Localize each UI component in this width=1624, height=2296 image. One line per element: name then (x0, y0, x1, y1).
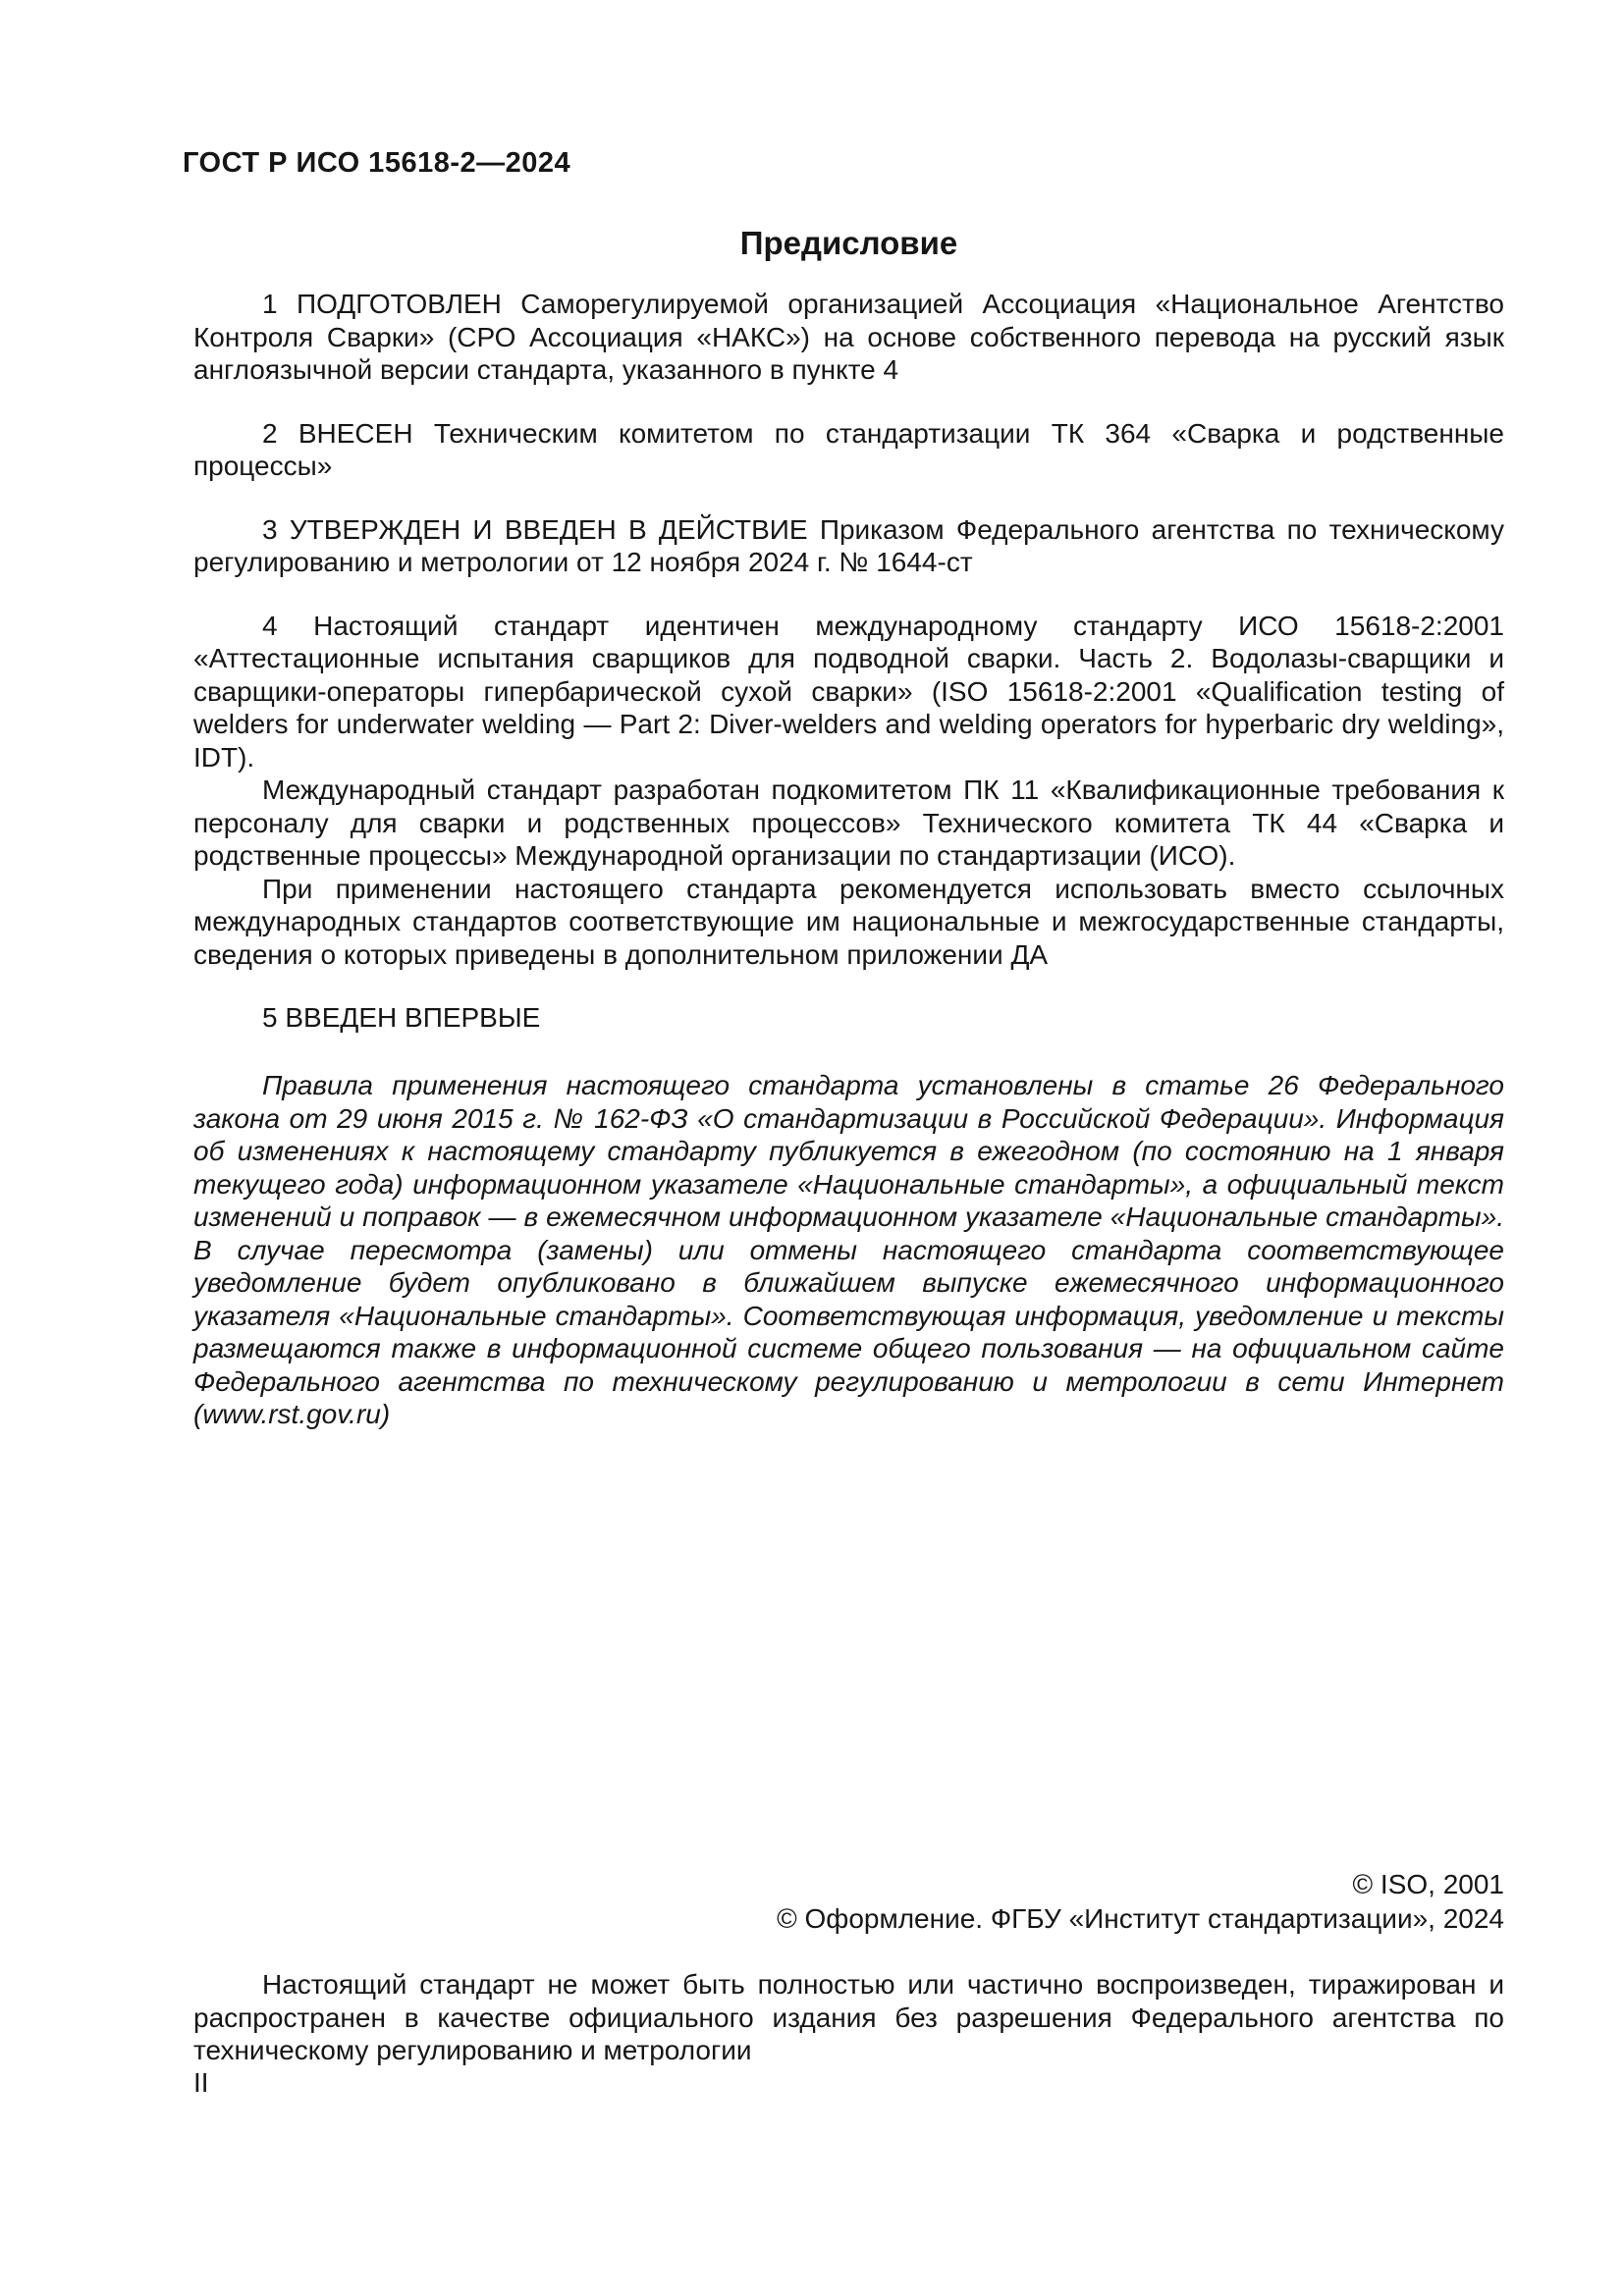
legal-notice-block (193, 1069, 1504, 1431)
foreword-clause-4-subparagraph-1: Международный стандарт разработан подкомитетом ПК 11 «Квалификационные требования к персоналу для сварки и родственных процессов» Технического комитета ТК 44 «Сварка и родственные процессы» Международной организации по стандартизации (ИСО). (193, 774, 1504, 871)
reproduction-notice-text: Настоящий стандарт не может быть полностью или частично воспроизведен, тиражирован и распространен в качестве официального издания без разрешения Федерального агентства по техническому регулированию и метрологии (193, 1969, 1504, 2065)
foreword-clause-3: 3 УТВЕРЖДЕН И ВВЕДЕН В ДЕЙСТВИЕ Приказом Федерального агентства по техническому регулированию и метрологии от 12 ноября 2024 г. № 1644-ст (193, 513, 1504, 577)
foreword-clause-1: 1 ПОДГОТОВЛЕН Саморегулируемой организацией Ассоциация «Национальное Агентство Контроля Сварки» (СРО Ассоциация «НАКС») на основе собственного перевода на русский язык англоязычной версии стандарта, указанного в пункте 4 (193, 289, 1504, 385)
foreword-clause-5: 5 ВВЕДЕН ВПЕРВЫЕ (262, 1002, 541, 1033)
legal-notice-text: Правила применения настоящего стандарта установлены в статье 26 Федерального закона от 29 июня 2015 г. № 162-ФЗ «О стандартизации в Российской Федерации». Информация об изменениях к настоящему стандарту публикуется в ежегодном (по состоянию на 1 января текущего года) информационном указателе «Национальные стандарты», а официальный текст изменений и поправок — в ежемесячном информационном указателе «Национальные стандарты». В случае пересмотра (замены) или отмены настоящего стандарта соответствующее уведомление будет опубликовано в ближайшем выпуске ежемесячного информационного указателя «Национальные стандарты». Соответствующая информация, уведомление и тексты размещаются также в информационной системе общего пользования — на официальном сайте Федерального агентства по техническому регулированию и метрологии в сети Интернет (www.rst.gov.ru) (193, 1070, 1504, 1429)
page-title: Предисловие (739, 225, 958, 261)
foreword-clause-2: 2 ВНЕСЕН Техническим комитетом по стандартизации ТК 364 «Сварка и родственные процессы» (193, 417, 1504, 481)
reproduction-notice-block (193, 1968, 1504, 2067)
standard-designation-header: ГОСТ Р ИСО 15618-2—2024 (183, 147, 571, 179)
page-number: II (193, 2067, 209, 2098)
foreword-clause-4: 4 Настоящий стандарт идентичен международному стандарту ИСО 15618-2:2001 «Аттестационные испытания сварщиков для подводной сварки. Часть 2. Водолазы-сварщики и сварщики-операторы гипербарической сухой сварки» (ISO 15618-2:2001 «Qualification testing of welders for underwater welding — Part 2: Diver-welders and welding operators for hyperbaric dry welding», IDT). (193, 610, 1504, 773)
foreword-clause-4-subparagraph-2: При применении настоящего стандарта рекомендуется использовать вместо ссылочных международных стандартов соответствующие им национальные и межгосударственные стандарты, сведения о которых приведены в дополнительном приложении ДА (193, 873, 1504, 970)
copyright-iso: © ISO, 2001 (1352, 1869, 1504, 1899)
copyright-block (193, 1867, 1504, 1936)
copyright-design: © Оформление. ФГБУ «Институт стандартизации», 2024 (777, 1903, 1504, 1934)
foreword-clauses (193, 288, 1504, 1035)
